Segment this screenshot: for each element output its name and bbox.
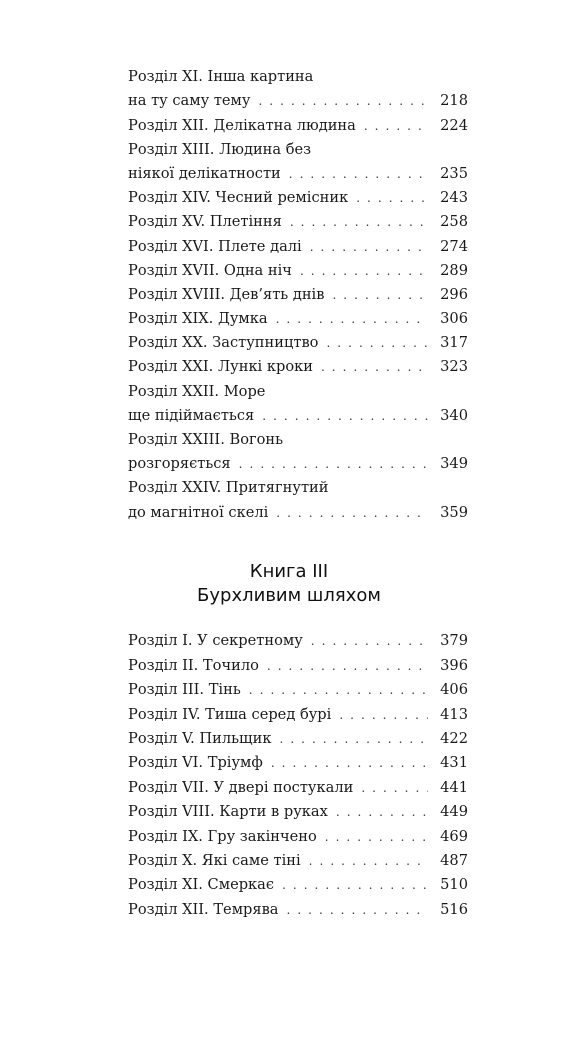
- dot-leader: [311, 632, 428, 650]
- toc-entry-page-number: 306: [440, 310, 468, 328]
- toc-entry: [128, 231, 468, 255]
- toc-entry-title: до магнітної скелі: [128, 503, 269, 521]
- dot-leader: [364, 117, 428, 135]
- toc-entry-page-number: 516: [440, 900, 468, 918]
- dot-leader: [321, 358, 428, 376]
- dot-leader: [239, 455, 428, 473]
- toc-entry-title: Розділ XXIII. Вогонь: [128, 431, 284, 448]
- dot-leader: [310, 238, 428, 256]
- toc-entry: [128, 376, 468, 400]
- dot-leader: [249, 681, 428, 699]
- dot-leader: [258, 92, 428, 110]
- toc-entry: [128, 86, 468, 110]
- toc-entry: [128, 870, 468, 894]
- toc-entry: [128, 135, 468, 159]
- toc-entry-title: Розділ VI. Тріумф: [128, 754, 263, 772]
- toc-entry-title: ще підіймається: [128, 406, 255, 424]
- toc-entry: [128, 797, 468, 821]
- toc-entry-page-number: 296: [440, 285, 468, 303]
- toc-entry-title: Розділ XVI. Плете далі: [128, 237, 302, 255]
- toc-entry: [128, 183, 468, 207]
- toc-entry: [128, 772, 468, 796]
- toc-entry-page-number: 487: [440, 851, 468, 869]
- toc-entry: [128, 846, 468, 870]
- dot-leader: [325, 828, 428, 846]
- toc-entry: [128, 304, 468, 328]
- toc-entry-page-number: 449: [440, 803, 468, 821]
- toc-entry: [128, 699, 468, 723]
- dot-leader: [276, 504, 428, 522]
- dot-leader: [309, 852, 428, 870]
- toc-entry-page-number: 469: [440, 827, 468, 845]
- toc-entry: [128, 724, 468, 748]
- toc-entry-page-number: 235: [440, 164, 468, 182]
- toc-entry-title: Розділ XIII. Людина без: [128, 140, 312, 158]
- toc-entry-page-number: 258: [440, 213, 468, 231]
- toc-entry: [128, 449, 468, 473]
- toc-entry-title: Розділ IV. Тиша серед бурі: [128, 705, 332, 723]
- toc-entry: [128, 256, 468, 280]
- toc-entry: [128, 352, 468, 376]
- toc-entry: [128, 328, 468, 352]
- toc-entry-page-number: 413: [440, 705, 468, 723]
- toc-entry: [128, 473, 468, 497]
- toc-entry: [128, 401, 468, 425]
- toc-entry-page-number: 289: [440, 261, 468, 279]
- toc-entry-title: Розділ XIV. Чесний ремісник: [128, 189, 349, 207]
- toc-entry-page-number: 406: [440, 681, 468, 699]
- toc-entry-title: Розділ XXI. Лункі кроки: [128, 358, 313, 376]
- toc-entry: [128, 280, 468, 304]
- toc-entry-title: Розділ V. Пильщик: [128, 729, 272, 747]
- toc-entry-title: Розділ II. Точило: [128, 656, 259, 674]
- toc-entry: [128, 110, 468, 134]
- toc-entry-page-number: 359: [440, 503, 468, 521]
- toc-entry-title: Розділ VII. У двері постукали: [128, 778, 354, 796]
- table-of-contents-part-2: [128, 626, 468, 919]
- toc-entry-page-number: 510: [440, 876, 468, 894]
- toc-entry: [128, 626, 468, 650]
- toc-entry-title: Розділ XVIII. Дев’ять днів: [128, 285, 325, 303]
- toc-entry: [128, 62, 468, 86]
- book-heading: [0, 560, 578, 608]
- dot-leader: [276, 310, 428, 328]
- dot-leader: [361, 779, 428, 797]
- toc-entry-title: Розділ XXII. Море: [128, 382, 266, 400]
- toc-entry: [128, 675, 468, 699]
- toc-entry-title: Розділ XX. Заступництво: [128, 334, 319, 352]
- toc-entry-title: Розділ XII. Делікатна людина: [128, 116, 356, 134]
- toc-entry-title: розгоряється: [128, 455, 231, 473]
- toc-entry-title: ніякої делікатности: [128, 164, 281, 182]
- book-number: Книга III: [249, 561, 329, 582]
- dot-leader: [326, 334, 428, 352]
- toc-entry-title: Розділ XIX. Думка: [128, 310, 268, 328]
- dot-leader: [267, 657, 428, 675]
- toc-entry-page-number: 224: [440, 116, 468, 134]
- toc-entry-page-number: 323: [440, 358, 468, 376]
- dot-leader: [262, 407, 428, 425]
- toc-entry-title: Розділ XVII. Одна ніч: [128, 261, 292, 279]
- toc-entry: [128, 497, 468, 521]
- toc-entry-title: Розділ XI. Інша картина: [128, 68, 314, 86]
- dot-leader: [356, 189, 428, 207]
- dot-leader: [300, 262, 428, 280]
- toc-entry-page-number: 431: [440, 754, 468, 772]
- dot-leader: [289, 165, 428, 183]
- dot-leader: [279, 730, 428, 748]
- toc-entry-page-number: 317: [440, 334, 468, 352]
- toc-entry-page-number: 396: [440, 656, 468, 674]
- toc-entry-page-number: 422: [440, 729, 468, 747]
- toc-entry: [128, 425, 468, 449]
- toc-entry: [128, 650, 468, 674]
- dot-leader: [339, 706, 428, 724]
- dot-leader: [282, 876, 428, 894]
- toc-entry-title: Розділ XII. Темрява: [128, 900, 279, 918]
- toc-entry-title: Розділ XI. Смеркає: [128, 876, 275, 894]
- toc-entry-page-number: 349: [440, 455, 468, 473]
- toc-entry-title: на ту саму тему: [128, 92, 251, 110]
- toc-entry-page-number: 274: [440, 237, 468, 255]
- toc-entry-title: Розділ IX. Гру закінчено: [128, 827, 317, 845]
- toc-entry-title: Розділ XV. Плетіння: [128, 213, 282, 231]
- toc-entry: [128, 821, 468, 845]
- toc-entry-title: Розділ III. Тінь: [128, 681, 241, 699]
- toc-entry: [128, 207, 468, 231]
- dot-leader: [271, 754, 428, 772]
- toc-entry-title: Розділ XXIV. Притягнутий: [128, 479, 329, 497]
- toc-entry-page-number: 340: [440, 406, 468, 424]
- dot-leader: [336, 803, 428, 821]
- toc-entry-title: Розділ VIII. Карти в руках: [128, 803, 328, 821]
- toc-entry-title: Розділ X. Які саме тіні: [128, 851, 301, 869]
- book-title: Бурхливим шляхом: [197, 585, 381, 606]
- toc-entry: [128, 748, 468, 772]
- toc-entry: [128, 894, 468, 918]
- table-of-contents-part-1: [128, 62, 468, 522]
- toc-entry-title: Розділ I. У секретному: [128, 632, 303, 650]
- toc-entry-page-number: 218: [440, 92, 468, 110]
- dot-leader: [290, 213, 428, 231]
- toc-entry-page-number: 379: [440, 632, 468, 650]
- toc-entry-page-number: 441: [440, 778, 468, 796]
- toc-entry: [128, 159, 468, 183]
- dot-leader: [332, 286, 428, 304]
- dot-leader: [287, 901, 428, 919]
- toc-entry-page-number: 243: [440, 189, 468, 207]
